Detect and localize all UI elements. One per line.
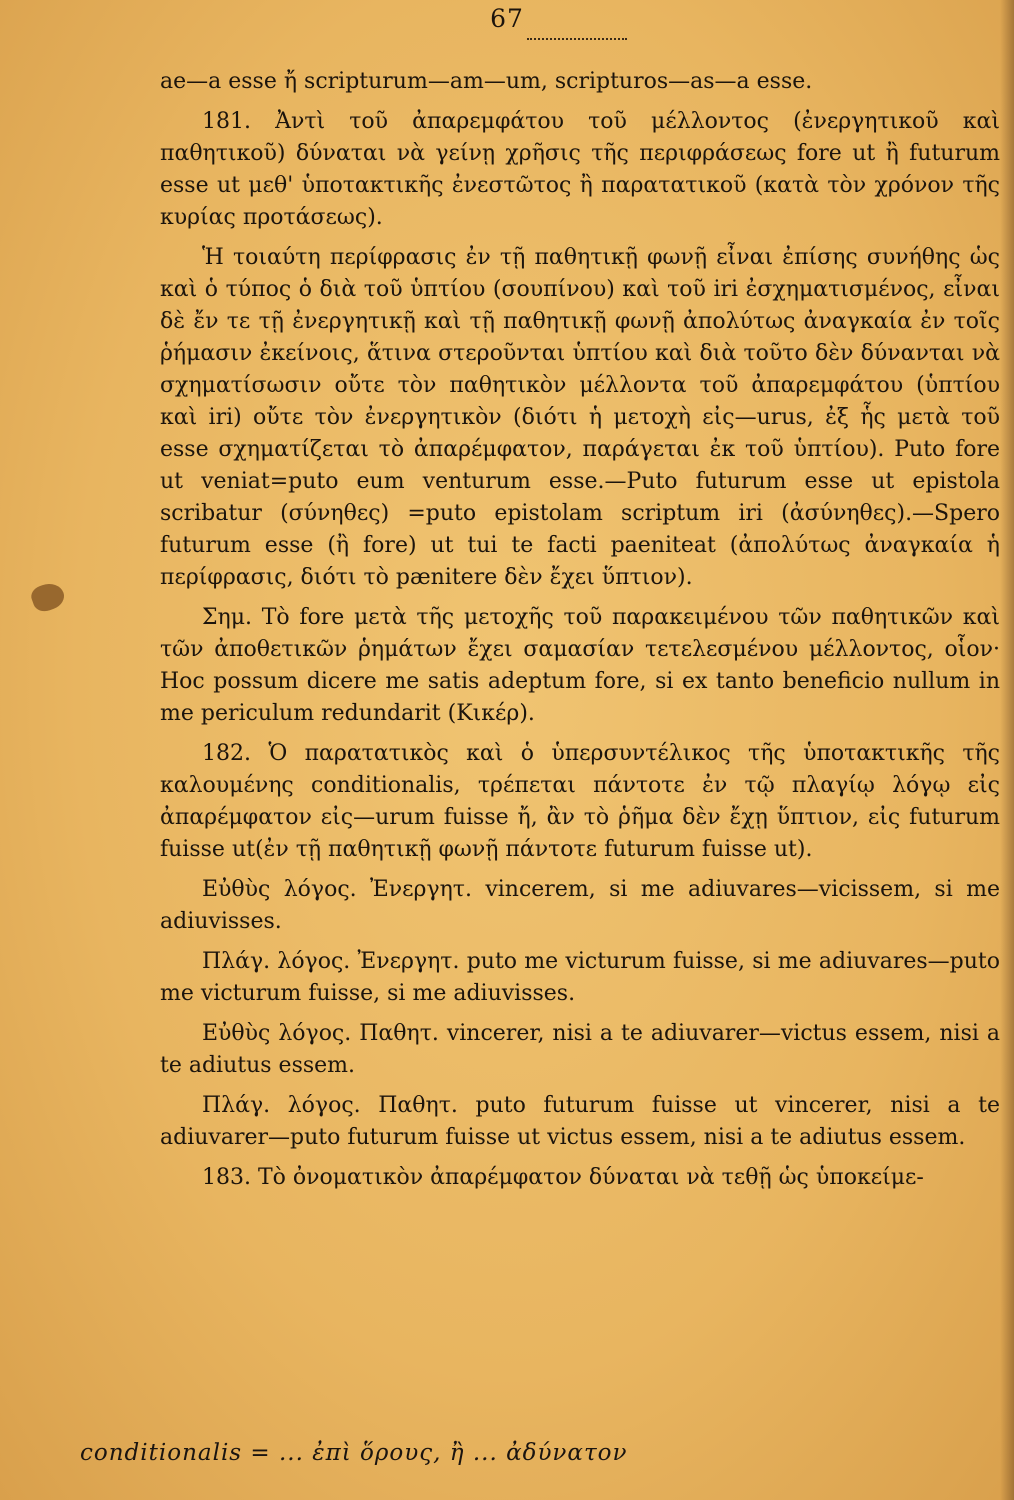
paragraph-note: Σημ. Τὸ fore μετὰ τῆς μετοχῆς τοῦ παρακειμένου τῶν παθητικῶν καὶ τῶν ἀποθετικῶν ῥημάτων ἔχει σαμασίαν τετελεσμένου μέλλοντος, οἷον· Hoc possum dicere me satis adeptum fore, si ex tanto beneficio nullum in me periculum redundarit (Κικέρ). xyxy=(160,605,1000,726)
paragraph-181: 181. Ἀντὶ τοῦ ἀπαρεμφάτου τοῦ μέλλοντος (ἐνεργητικοῦ καὶ παθητικοῦ) δύναται νὰ γείνῃ χρῆσις τῆς περιφράσεως fore ut ἢ futurum esse ut μεθ' ὑποτακτικῆς ἐνεστῶτος ἢ παρατατικοῦ (κατὰ τὸν χρόνον τῆς κυρίας προτάσεως). xyxy=(160,109,1000,230)
handwritten-note: conditionalis = ... ἐπὶ ὅρους, ἢ ... ἀδύνατον xyxy=(80,1440,628,1466)
paragraph-periphrasis: Ἡ τοιαύτη περίφρασις ἐν τῇ παθητικῇ φωνῇ εἶναι ἐπίσης συνήθης ὡς καὶ ὁ τύπος ὁ διὰ τοῦ ὑπτίου (σουπίνου) καὶ τοῦ iri ἐσχηματισμένος, εἶναι δὲ ἔν τε τῇ ἐνεργητικῇ καὶ τῇ παθητικῇ φωνῇ ἀπολύτως ἀναγκαία ἐν τοῖς ῥήμασιν ἐκείνοις, ἅτινα στεροῦνται ὑπτίου καὶ διὰ τοῦτο δὲν δύνανται νὰ σχηματίσωσιν οὔτε τὸν παθητικὸν μέλλοντα τοῦ ἀπαρεμφάτου (ὑπτίου καὶ iri) οὔτε τὸν ἐνεργητικὸν (διότι ἡ μετοχὴ εἰς—urus, ἐξ ἧς μετὰ τοῦ esse σχηματίζεται τὸ ἀπαρέμφατον, παράγεται ἐκ τοῦ ὑπτίου). Puto fore ut veniat=puto eum venturum esse.—Puto futurum esse ut epistola scribatur (σύνηθες) =puto epistolam scriptum iri (ἀσύνηθες).—Spero futurum esse (ἢ fore) ut tui te facti paeniteat (ἀπολύτως ἀναγκαία ἡ περίφρασις, διότι τὸ pænitere δὲν ἔχει ὕπτιον). xyxy=(160,245,1000,590)
example-indirect-passive: Πλάγ. λόγος. Παθητ. puto futurum fuisse ut vincerer, nisi a te adiuvarer—puto futurum fuisse ut victus essem, nisi a te adiutus essem. xyxy=(160,1093,1000,1150)
paragraph-continuation: ae—a esse ἤ scripturum—am—um, scripturos—as—a esse. xyxy=(160,69,813,94)
header-rule xyxy=(527,38,627,40)
page-number: 67 xyxy=(490,4,524,33)
ink-stain xyxy=(29,579,68,614)
binding-edge xyxy=(1000,0,1014,1500)
example-indirect-active: Πλάγ. λόγος. Ἐνεργητ. puto me victurum fuisse, si me adiuvares—puto me victurum fuisse, si me adiuvisses. xyxy=(160,949,1000,1006)
paragraph-182: 182. Ὁ παρατατικὸς καὶ ὁ ὑπερσυντέλικος τῆς ὑποτακτικῆς τῆς καλουμένης conditionalis, τρέπεται πάντοτε ἐν τῷ πλαγίῳ λόγῳ εἰς ἀπαρέμφατον εἰς—urum fuisse ἤ, ἂν τὸ ῥῆμα δὲν ἔχῃ ὕπτιον, εἰς futurum fuisse ut(ἐν τῇ παθητικῇ φωνῇ πάντοτε futurum fuisse ut). xyxy=(160,741,1000,862)
paragraph-183: 183. Τὸ ὀνοματικὸν ἀπαρέμφατον δύναται νὰ τεθῇ ὡς ὑποκείμε- xyxy=(202,1165,924,1190)
example-direct-passive: Εὐθὺς λόγος. Παθητ. vincerer, nisi a te adiuvarer—victus essem, nisi a te adiutus essem. xyxy=(160,1021,1000,1078)
page-body xyxy=(160,66,1000,1202)
example-direct-active: Εὐθὺς λόγος. Ἐνεργητ. vincerem, si me adiuvares—vicissem, si me adiuvisses. xyxy=(160,877,1000,934)
